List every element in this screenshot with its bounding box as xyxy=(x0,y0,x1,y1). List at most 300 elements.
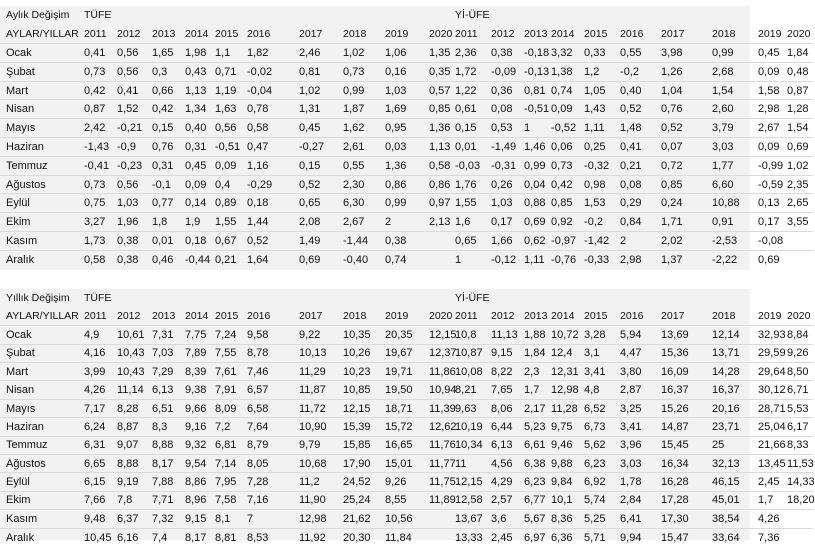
table-cell: 0,76 xyxy=(659,100,710,119)
year-header: 2016 xyxy=(620,310,644,323)
table-cell: 7,28 xyxy=(245,473,297,491)
month-label: Ağustos xyxy=(0,455,82,473)
year-header: 2014 xyxy=(551,27,575,40)
table-cell: 1,72 xyxy=(453,62,489,81)
table-cell: 12,62 xyxy=(427,418,453,436)
monthly-table-title: Aylık Değişim xyxy=(6,9,70,22)
table-cell: 0,52 xyxy=(618,100,659,119)
table-row xyxy=(0,473,813,491)
year-header: 2014 xyxy=(185,310,209,323)
table-cell: 0,4 xyxy=(213,175,245,194)
table-cell xyxy=(785,232,813,251)
table-cell: 15,47 xyxy=(659,528,710,546)
table-cell: 0,40 xyxy=(618,81,659,100)
table-cell: 29,64 xyxy=(756,363,785,381)
table-cell: 1,03 xyxy=(489,194,522,213)
table-cell: 0,08 xyxy=(489,100,522,119)
table-cell: 10,87 xyxy=(453,344,489,362)
month-label: Mart xyxy=(0,363,82,381)
table-cell: 1,84 xyxy=(522,344,549,362)
table-cell: 6,65 xyxy=(82,455,115,473)
table-cell: 0,99 xyxy=(710,44,756,63)
month-label: Haziran xyxy=(0,138,82,157)
table-cell: 0,85 xyxy=(549,194,582,213)
table-cell: 0,17 xyxy=(756,213,785,232)
table-cell: 2,98 xyxy=(618,250,659,269)
table-cell: 33,64 xyxy=(710,528,756,546)
table-cell: 16,09 xyxy=(659,363,710,381)
table-cell: 12,15 xyxy=(427,326,453,344)
table-cell: 20,16 xyxy=(710,399,756,417)
annual-title-row xyxy=(0,289,813,307)
table-cell: 12,98 xyxy=(549,381,582,399)
table-cell: 10,56 xyxy=(383,510,427,528)
table-cell: 0,01 xyxy=(150,232,183,251)
table-cell: 0,09 xyxy=(549,100,582,119)
table-cell: 5,67 xyxy=(522,510,549,528)
monthly-year-header-row xyxy=(0,25,813,44)
table-cell: 4,9 xyxy=(82,326,115,344)
table-cell: 8,17 xyxy=(183,528,213,546)
table-cell: 10,34 xyxy=(453,436,489,454)
table-cell: 0,71 xyxy=(213,62,245,81)
table-cell: 1,63 xyxy=(213,100,245,119)
table-cell: 1,77 xyxy=(710,156,756,175)
table-cell: 1,06 xyxy=(383,44,427,63)
table-cell: 1,05 xyxy=(582,81,618,100)
table-cell: 1,73 xyxy=(82,232,115,251)
table-cell: 2,45 xyxy=(489,528,522,546)
table-row xyxy=(0,213,813,232)
month-label: Kasım xyxy=(0,232,82,251)
table-cell: 10,8 xyxy=(453,326,489,344)
table-cell: 14,33 xyxy=(785,473,813,491)
table-cell: 0,81 xyxy=(297,62,341,81)
month-label: Ocak xyxy=(0,44,82,63)
table-row xyxy=(0,381,813,399)
table-cell: 0,38 xyxy=(115,250,150,269)
table-cell: 7,71 xyxy=(150,491,183,509)
table-cell xyxy=(427,528,453,546)
table-cell: -0,52 xyxy=(549,119,582,138)
table-cell: 29,59 xyxy=(756,344,785,362)
table-cell: 0,99 xyxy=(383,194,427,213)
table-cell: 11,75 xyxy=(427,473,453,491)
table-cell: 0,3 xyxy=(150,62,183,81)
table-cell: 6,52 xyxy=(582,399,618,417)
table-cell: 1,9 xyxy=(183,213,213,232)
table-cell: -0,97 xyxy=(549,232,582,251)
table-cell: 2,13 xyxy=(427,213,453,232)
year-header: 2020 xyxy=(429,310,453,323)
table-cell: 1,69 xyxy=(383,100,427,119)
monthly-header-left: AYLAR/YILLAR xyxy=(6,27,79,40)
table-cell: 6,51 xyxy=(150,399,183,417)
table-cell: 0,98 xyxy=(582,175,618,194)
table-cell: 10,26 xyxy=(341,344,383,362)
table-cell: 7,91 xyxy=(213,381,245,399)
table-cell: 8,79 xyxy=(245,436,297,454)
table-cell: 2,35 xyxy=(785,175,813,194)
table-cell: 4,16 xyxy=(82,344,115,362)
table-cell: -0,04 xyxy=(245,81,297,100)
table-cell: 1,88 xyxy=(522,326,549,344)
table-cell: 8,53 xyxy=(245,528,297,546)
table-cell: 9,19 xyxy=(115,473,150,491)
table-row xyxy=(0,62,813,81)
table-cell: 0,86 xyxy=(427,175,453,194)
table-cell: 2,02 xyxy=(659,232,710,251)
table-cell: 10,1 xyxy=(549,491,582,509)
table-cell: -0,40 xyxy=(341,250,383,269)
table-cell: 9,07 xyxy=(115,436,150,454)
table-cell: 0,74 xyxy=(549,81,582,100)
table-cell: 10,19 xyxy=(453,418,489,436)
table-cell: 0,21 xyxy=(618,156,659,175)
table-cell: 1,46 xyxy=(522,138,549,157)
table-cell: 1,19 xyxy=(213,81,245,100)
table-cell: 6,71 xyxy=(785,381,813,399)
table-cell: 0,16 xyxy=(383,62,427,81)
table-cell: 5,62 xyxy=(582,436,618,454)
table-cell: 9,94 xyxy=(618,528,659,546)
year-header: 2013 xyxy=(524,310,548,323)
month-label: Şubat xyxy=(0,62,82,81)
table-cell: 6,23 xyxy=(582,455,618,473)
table-cell: 6,31 xyxy=(82,436,115,454)
table-cell: 1,02 xyxy=(341,44,383,63)
table-cell: 13,69 xyxy=(659,326,710,344)
month-label: Mayıs xyxy=(0,399,82,417)
year-header: 2018 xyxy=(712,310,736,323)
table-cell: 6,41 xyxy=(618,510,659,528)
year-header: 2013 xyxy=(152,27,176,40)
table-cell: 0,73 xyxy=(341,62,383,81)
table-cell: 1,66 xyxy=(489,232,522,251)
table-cell: 9,38 xyxy=(183,381,213,399)
table-cell: 9,15 xyxy=(489,344,522,362)
table-cell: 1,54 xyxy=(710,81,756,100)
table-cell: 8,21 xyxy=(453,381,489,399)
table-cell: -0,2 xyxy=(582,213,618,232)
monthly-table-body xyxy=(0,44,813,270)
table-cell: 0,15 xyxy=(150,119,183,138)
table-cell: 0,95 xyxy=(383,119,427,138)
table-cell: 7,2 xyxy=(213,418,245,436)
table-cell: 0,08 xyxy=(618,175,659,194)
table-cell: -0,76 xyxy=(549,250,582,269)
table-cell: 11 xyxy=(453,455,489,473)
table-cell: 46,15 xyxy=(710,473,756,491)
table-cell: 1,7 xyxy=(756,491,785,509)
table-cell: 9,66 xyxy=(183,399,213,417)
year-header: 2017 xyxy=(299,27,323,40)
year-header: 2012 xyxy=(491,27,515,40)
table-cell: 0,53 xyxy=(489,119,522,138)
table-cell: 11,28 xyxy=(549,399,582,417)
table-cell: 7,31 xyxy=(150,326,183,344)
table-cell: 2,98 xyxy=(756,100,785,119)
table-row xyxy=(0,528,813,546)
year-header: 2011 xyxy=(84,310,107,323)
table-cell: 1,37 xyxy=(659,250,710,269)
table-cell: 8,1 xyxy=(213,510,245,528)
table-cell: 1,6 xyxy=(453,213,489,232)
month-label: Nisan xyxy=(0,100,82,119)
table-cell: 16,37 xyxy=(710,381,756,399)
table-cell: 9,54 xyxy=(183,455,213,473)
table-cell: 1,55 xyxy=(453,194,489,213)
table-cell: 6,17 xyxy=(785,418,813,436)
table-cell: 0,01 xyxy=(453,138,489,157)
table-cell: 6,23 xyxy=(522,473,549,491)
table-cell: 11,84 xyxy=(383,528,427,546)
table-cell: 11,77 xyxy=(427,455,453,473)
table-cell: 0,52 xyxy=(659,119,710,138)
table-cell: 0,15 xyxy=(453,119,489,138)
month-label: Ekim xyxy=(0,213,82,232)
table-cell: 8,28 xyxy=(115,399,150,417)
table-cell: 1,53 xyxy=(582,194,618,213)
table-cell: 0,84 xyxy=(618,213,659,232)
table-cell: 0,65 xyxy=(453,232,489,251)
table-cell: 0,41 xyxy=(115,81,150,100)
table-cell: 0,36 xyxy=(489,81,522,100)
table-cell: 0,15 xyxy=(297,156,341,175)
year-header: 2014 xyxy=(551,310,575,323)
table-cell: 0,56 xyxy=(115,175,150,194)
table-cell: 10,90 xyxy=(297,418,341,436)
table-cell: 1,62 xyxy=(341,119,383,138)
table-cell: 0,58 xyxy=(245,119,297,138)
table-cell: 0,81 xyxy=(522,81,549,100)
table-cell: 12,15 xyxy=(453,473,489,491)
table-row xyxy=(0,363,813,381)
table-cell: 7,66 xyxy=(82,491,115,509)
table-cell: 0,21 xyxy=(213,250,245,269)
table-cell: 15,39 xyxy=(341,418,383,436)
table-cell: 10,43 xyxy=(115,344,150,362)
table-row xyxy=(0,119,813,138)
table-row xyxy=(0,455,813,473)
table-cell: 0,04 xyxy=(522,175,549,194)
table-cell xyxy=(785,510,813,528)
annual-change-table xyxy=(0,289,813,546)
table-cell: 6,16 xyxy=(115,528,150,546)
year-header: 2017 xyxy=(299,310,323,323)
table-row xyxy=(0,326,813,344)
year-header: 2017 xyxy=(661,310,685,323)
table-cell: 0,03 xyxy=(383,138,427,157)
table-cell: 19,71 xyxy=(383,363,427,381)
table-cell: 1,16 xyxy=(245,156,297,175)
table-cell: 1,03 xyxy=(383,81,427,100)
table-cell: 11,39 xyxy=(427,399,453,417)
table-cell: 8,3 xyxy=(150,418,183,436)
table-row xyxy=(0,510,813,528)
table-cell: 8,84 xyxy=(785,326,813,344)
year-header: 2016 xyxy=(247,27,271,40)
table-cell: 7,61 xyxy=(213,363,245,381)
table-cell: 0,73 xyxy=(82,175,115,194)
table-cell: 8,36 xyxy=(549,510,582,528)
table-row xyxy=(0,250,813,269)
table-cell: 7,16 xyxy=(245,491,297,509)
table-cell: -0,12 xyxy=(489,250,522,269)
table-cell: -1,42 xyxy=(582,232,618,251)
table-cell: -1,44 xyxy=(341,232,383,251)
table-cell: 38,54 xyxy=(710,510,756,528)
table-cell: 8,33 xyxy=(785,436,813,454)
table-cell: 1 xyxy=(522,119,549,138)
table-cell: 0,77 xyxy=(150,194,183,213)
table-cell: 0,65 xyxy=(297,194,341,213)
table-cell: 20,30 xyxy=(341,528,383,546)
table-cell: 1,34 xyxy=(183,100,213,119)
table-cell: 1,82 xyxy=(245,44,297,63)
table-cell: 0,42 xyxy=(549,175,582,194)
table-cell: 0,43 xyxy=(183,62,213,81)
table-cell: 8,81 xyxy=(213,528,245,546)
table-cell: 9,88 xyxy=(549,455,582,473)
annual-yiufe-group-label: Yİ-ÜFE xyxy=(455,292,490,305)
table-cell: 2,08 xyxy=(297,213,341,232)
table-cell: 15,85 xyxy=(341,436,383,454)
table-cell: 10,43 xyxy=(115,363,150,381)
table-cell: 15,72 xyxy=(383,418,427,436)
table-cell: 0,33 xyxy=(582,44,618,63)
table-cell: 0,56 xyxy=(115,44,150,63)
table-cell: 1,31 xyxy=(297,100,341,119)
table-cell: -0,13 xyxy=(522,62,549,81)
table-cell: 6,13 xyxy=(150,381,183,399)
table-cell: 7,64 xyxy=(245,418,297,436)
table-cell: 10,85 xyxy=(341,381,383,399)
table-cell: 7,14 xyxy=(213,455,245,473)
table-cell: 1,52 xyxy=(115,100,150,119)
month-label: Mart xyxy=(0,81,82,100)
monthly-tufe-group-label: TÜFE xyxy=(84,9,112,22)
table-cell: 9,84 xyxy=(549,473,582,491)
table-cell: 0,92 xyxy=(549,213,582,232)
table-cell: 11,90 xyxy=(297,491,341,509)
table-cell: 8,86 xyxy=(183,473,213,491)
table-cell xyxy=(427,510,453,528)
month-label: Ekim xyxy=(0,491,82,509)
table-cell: 4,26 xyxy=(82,381,115,399)
table-cell: 4,29 xyxy=(489,473,522,491)
table-cell: 2,3 xyxy=(522,363,549,381)
table-cell: 8,88 xyxy=(115,455,150,473)
table-cell: -0,44 xyxy=(183,250,213,269)
table-cell: 7,75 xyxy=(183,326,213,344)
table-cell: 11,86 xyxy=(427,363,453,381)
table-cell: 0,42 xyxy=(150,100,183,119)
table-cell: 1,49 xyxy=(297,232,341,251)
table-cell: -1,43 xyxy=(82,138,115,157)
table-cell: 1,11 xyxy=(522,250,549,269)
table-cell: -0,32 xyxy=(582,156,618,175)
table-cell: 5,53 xyxy=(785,399,813,417)
table-cell: 10,72 xyxy=(549,326,582,344)
table-cell: 9,63 xyxy=(453,399,489,417)
table-cell: -0,2 xyxy=(618,62,659,81)
table-cell: -0,18 xyxy=(522,44,549,63)
table-row xyxy=(0,344,813,362)
table-cell: 3,99 xyxy=(82,363,115,381)
table-cell: 12,14 xyxy=(710,326,756,344)
table-cell: 0,69 xyxy=(522,213,549,232)
table-cell: 6,60 xyxy=(710,175,756,194)
table-cell: 0,09 xyxy=(756,62,785,81)
table-row xyxy=(0,175,813,194)
table-cell: 8,39 xyxy=(183,363,213,381)
table-cell: 6,15 xyxy=(82,473,115,491)
monthly-change-table xyxy=(0,6,813,269)
table-cell: 1,64 xyxy=(245,250,297,269)
table-cell: 7,36 xyxy=(756,528,785,546)
table-cell: 1,36 xyxy=(383,156,427,175)
table-cell: 1,22 xyxy=(453,81,489,100)
table-cell: 1,02 xyxy=(297,81,341,100)
table-cell: 0,75 xyxy=(82,194,115,213)
table-cell: 0,74 xyxy=(383,250,427,269)
table-cell: 0,56 xyxy=(115,62,150,81)
table-cell: 14,87 xyxy=(659,418,710,436)
table-cell: 11,89 xyxy=(427,491,453,509)
table-row xyxy=(0,194,813,213)
table-cell: 0,73 xyxy=(82,62,115,81)
table-cell: -0,08 xyxy=(756,232,785,251)
table-cell: 1,7 xyxy=(522,381,549,399)
table-cell: 15,36 xyxy=(659,344,710,362)
table-cell: 1,36 xyxy=(427,119,453,138)
table-cell: 3,98 xyxy=(659,44,710,63)
table-cell: 0,07 xyxy=(659,138,710,157)
table-cell: 0,38 xyxy=(115,232,150,251)
table-cell: 8,50 xyxy=(785,363,813,381)
table-cell: 10,94 xyxy=(427,381,453,399)
table-cell: 18,20 xyxy=(785,491,813,509)
table-cell: 7,55 xyxy=(213,344,245,362)
year-header: 2020 xyxy=(429,27,453,40)
table-cell: 9,75 xyxy=(549,418,582,436)
table-cell: -0,33 xyxy=(582,250,618,269)
table-cell: 7,95 xyxy=(213,473,245,491)
table-cell: 0,46 xyxy=(150,250,183,269)
table-cell: 1,1 xyxy=(213,44,245,63)
table-cell: 14,28 xyxy=(710,363,756,381)
table-cell: 0,45 xyxy=(183,156,213,175)
table-cell: 0,69 xyxy=(297,250,341,269)
table-cell: -0,23 xyxy=(115,156,150,175)
year-header: 2015 xyxy=(584,27,608,40)
table-cell: 28,71 xyxy=(756,399,785,417)
table-cell: 12,98 xyxy=(297,510,341,528)
table-row xyxy=(0,100,813,119)
table-cell: 18,71 xyxy=(383,399,427,417)
table-cell: 9,46 xyxy=(549,436,582,454)
table-cell: 10,35 xyxy=(341,326,383,344)
table-cell: 30,12 xyxy=(756,381,785,399)
table-cell: 25 xyxy=(710,436,756,454)
table-cell: 12,4 xyxy=(549,344,582,362)
table-cell: 3,55 xyxy=(785,213,813,232)
year-header: 2019 xyxy=(758,310,782,323)
table-cell: 3,03 xyxy=(618,455,659,473)
table-cell: 8,22 xyxy=(489,363,522,381)
table-cell: 16,28 xyxy=(659,473,710,491)
